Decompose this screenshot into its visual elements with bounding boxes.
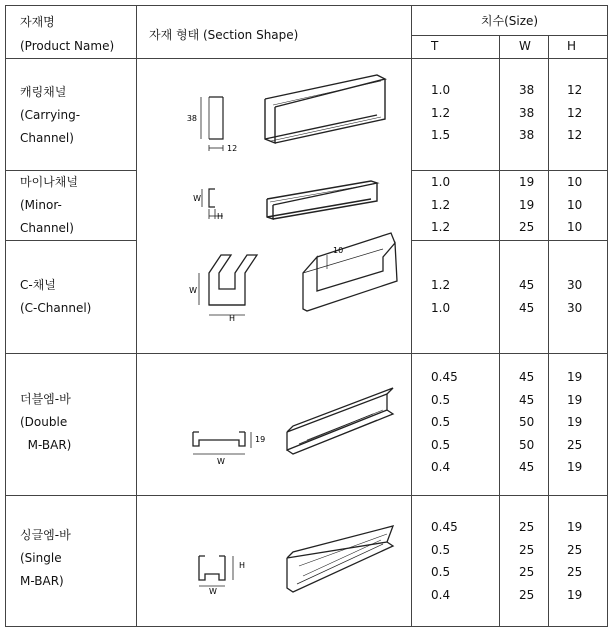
minor-channel-3d-drawing (267, 181, 377, 219)
double-m-bar-section-drawing (193, 432, 251, 454)
w-values: 38 38 38 (500, 59, 549, 171)
t-values: 0.45 0.5 0.5 0.5 0.4 (412, 354, 500, 496)
dim-label: W (189, 286, 197, 295)
dim-label: W (193, 194, 201, 203)
shape-drawing-double-m-bar (137, 354, 412, 496)
product-name-c-channel: C-채널 (C-Channel) (6, 241, 137, 354)
w-values: 45 45 (500, 241, 549, 354)
dim-label: H (229, 314, 236, 323)
t-values: 1.2 1.0 (412, 241, 500, 354)
size-header: 치수(Size) (412, 6, 608, 36)
dim-label: 10 (333, 246, 344, 255)
col-w-header: W (500, 35, 549, 58)
product-name-single-m-bar: 싱글엠-바 (Single M-BAR) (6, 496, 137, 627)
t-values: 0.45 0.5 0.5 0.4 (412, 496, 500, 627)
channel-drawings (137, 59, 412, 353)
h-values: 30 30 (549, 241, 608, 354)
product-name-header (6, 6, 137, 59)
shape-drawings-channels (137, 59, 412, 354)
h-values: 19 19 19 25 19 (549, 354, 608, 496)
col-t-header: T (412, 35, 500, 58)
t-values: 1.0 1.2 1.2 (412, 171, 500, 241)
table-row (6, 354, 608, 496)
dim-label: W (209, 587, 217, 596)
product-name-minor-channel: 마이나채널 (Minor- Channel) (6, 171, 137, 241)
table-row (6, 496, 608, 627)
section-shape-header: 자재 형태 (Section Shape) (137, 6, 412, 59)
single-m-bar-section-drawing (199, 556, 233, 586)
dim-label: 38 (186, 114, 197, 123)
double-m-bar-3d-drawing (287, 388, 393, 454)
product-header-kr: 자재명 (20, 15, 55, 29)
shape-drawing-single-m-bar (137, 496, 412, 627)
w-values: 25 25 25 25 (500, 496, 549, 627)
w-values: 19 19 25 (500, 171, 549, 241)
col-h-header: H (549, 35, 608, 58)
product-spec-table (5, 5, 608, 627)
w-values: 45 45 50 50 45 (500, 354, 549, 496)
single-m-bar-3d-drawing (287, 526, 393, 592)
dim-label: H (239, 561, 246, 570)
c-channel-3d-drawing (303, 233, 397, 311)
double-m-bar-drawings (137, 354, 412, 495)
product-header-en: (Product Name) (20, 39, 115, 53)
product-name-carrying-channel: 캐링채널 (Carrying- Channel) (6, 59, 137, 171)
h-values: 12 12 12 (549, 59, 608, 171)
dim-label: 19 (255, 435, 266, 444)
product-name-double-m-bar: 더블엠-바 (Double M-BAR) (6, 354, 137, 496)
c-channel-section-drawing (199, 255, 257, 315)
carrying-channel-section-drawing (201, 97, 223, 151)
dim-label: H (217, 212, 224, 221)
dim-label: 12 (227, 144, 238, 153)
t-values: 1.0 1.2 1.5 (412, 59, 500, 171)
header-row (6, 6, 608, 36)
h-values: 10 10 10 (549, 171, 608, 241)
dim-label: W (217, 457, 225, 466)
carrying-channel-3d-drawing (265, 75, 385, 143)
table-row (6, 59, 608, 171)
single-m-bar-drawings (137, 496, 412, 626)
h-values: 19 25 25 19 (549, 496, 608, 627)
